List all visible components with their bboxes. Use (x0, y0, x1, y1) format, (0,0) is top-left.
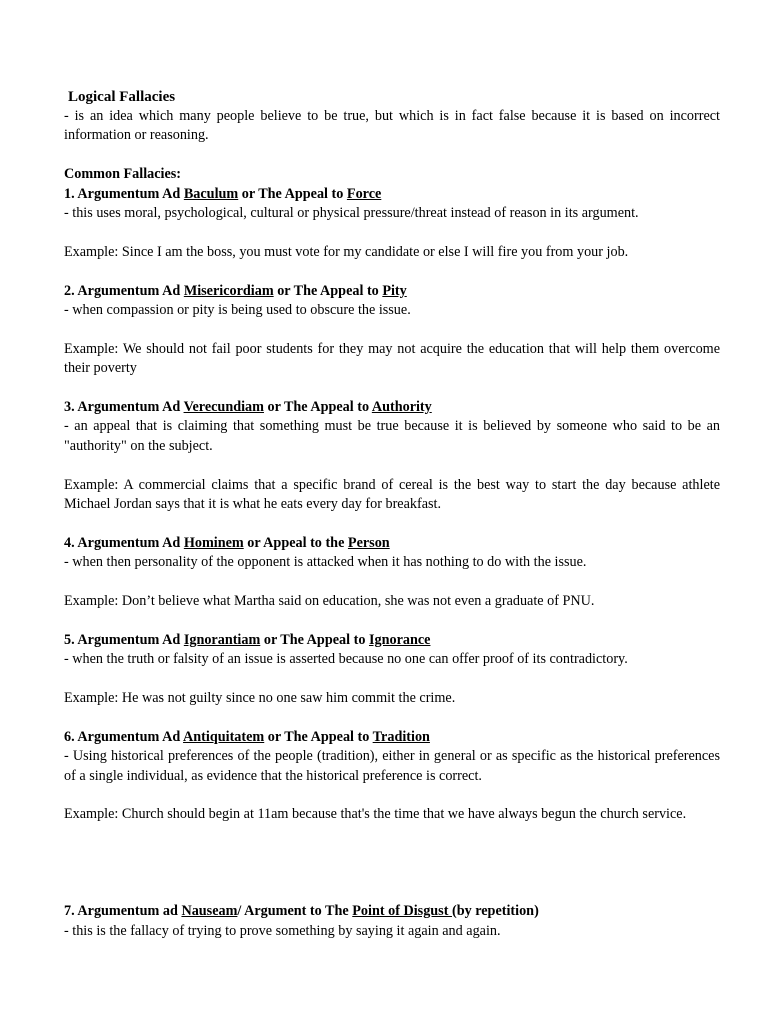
fallacy-description: - when then personality of the opponent is attacked when it has nothing to do with the issue. (64, 554, 587, 571)
fallacy-example: Example: A commercial claims that a specific brand of cereal is the best way to start the day because athlete Michael Jordan says that it is what he eats every day for breakfast. (64, 476, 720, 513)
fallacy-description: - when the truth or falsity of an issue is asserted because no one can offer proof of its contradictory. (64, 651, 628, 668)
fallacy-heading: 1. Argumentum Ad Baculum or The Appeal to Force (64, 185, 382, 202)
english-term: Ignorance (368, 631, 431, 648)
fallacy-6 (64, 728, 720, 825)
fallacy-example: Example: He was not guilty since no one saw him commit the crime. (64, 690, 456, 707)
fallacy-heading: 6. Argumentum Ad Antiquitatem or The Appeal to Tradition (64, 728, 430, 745)
fallacy-description: - this is the fallacy of trying to prove something by saying it again and again. (64, 922, 501, 939)
fallacy-heading: 7. Argumentum ad Nauseam/ Argument to The Point of Disgust (by repetition) (64, 903, 539, 920)
fallacy-example: Example: We should not fail poor students for they may not acquire the education that will help them overcome their poverty (64, 340, 720, 377)
fallacy-7 (64, 902, 720, 941)
fallacy-heading: 5. Argumentum Ad Ignorantiam or The Appeal to Ignorance (64, 631, 431, 648)
english-term: Person (347, 534, 390, 551)
latin-term: Antiquitatem (183, 728, 265, 745)
english-term: Pity (382, 282, 407, 299)
latin-term: Misericordiam (183, 282, 274, 299)
latin-term: Ignorantiam (183, 631, 261, 648)
latin-term: Hominem (183, 534, 244, 551)
fallacy-2 (64, 282, 720, 379)
fallacy-heading: 4. Argumentum Ad Hominem or Appeal to the Person (64, 534, 390, 551)
fallacy-description: - an appeal that is claiming that something must be true because it is believed by someone who said to be an "authority" on the subject. (64, 418, 720, 454)
fallacy-example: Example: Don’t believe what Martha said on education, she was not even a graduate of PNU. (64, 593, 595, 610)
fallacy-example: Example: Church should begin at 11am because that's the time that we have always begun the church service. (64, 806, 687, 823)
fallacy-example: Example: Since I am the boss, you must vote for my candidate or else I will fire you from your job. (64, 243, 629, 260)
document-body (64, 87, 720, 941)
latin-term: Verecundiam (183, 399, 264, 416)
fallacy-description: - this uses moral, psychological, cultural or physical pressure/threat instead of reason in its argument. (64, 205, 639, 222)
fallacy-description: - when compassion or pity is being used to obscure the issue. (64, 302, 411, 319)
fallacy-4 (64, 534, 720, 612)
fallacy-3 (64, 398, 720, 514)
english-term: Force (346, 185, 382, 202)
section-heading: Common Fallacies: (64, 166, 182, 183)
english-term: Authority (371, 399, 432, 416)
latin-term: Baculum (183, 185, 239, 202)
fallacy-description: - Using historical preferences of the people (tradition), either in general or as specific as the historical preferences of a single individual, as evidence that the historical preference is correct. (64, 748, 720, 784)
fallacy-1 (64, 185, 720, 263)
fallacy-heading: 3. Argumentum Ad Verecundiam or The Appeal to Authority (64, 399, 432, 416)
latin-term: Nauseam (181, 903, 238, 920)
document-title: Logical Fallacies (68, 89, 176, 105)
definition-text: - is an idea which many people believe to be true, but which is in fact false because it is based on incorrect information or reasoning. (64, 108, 720, 144)
fallacy-5 (64, 631, 720, 709)
english-term: Tradition (372, 728, 430, 745)
fallacy-heading: 2. Argumentum Ad Misericordiam or The Appeal to Pity (64, 282, 407, 299)
english-term: Point of Disgust (352, 903, 452, 920)
